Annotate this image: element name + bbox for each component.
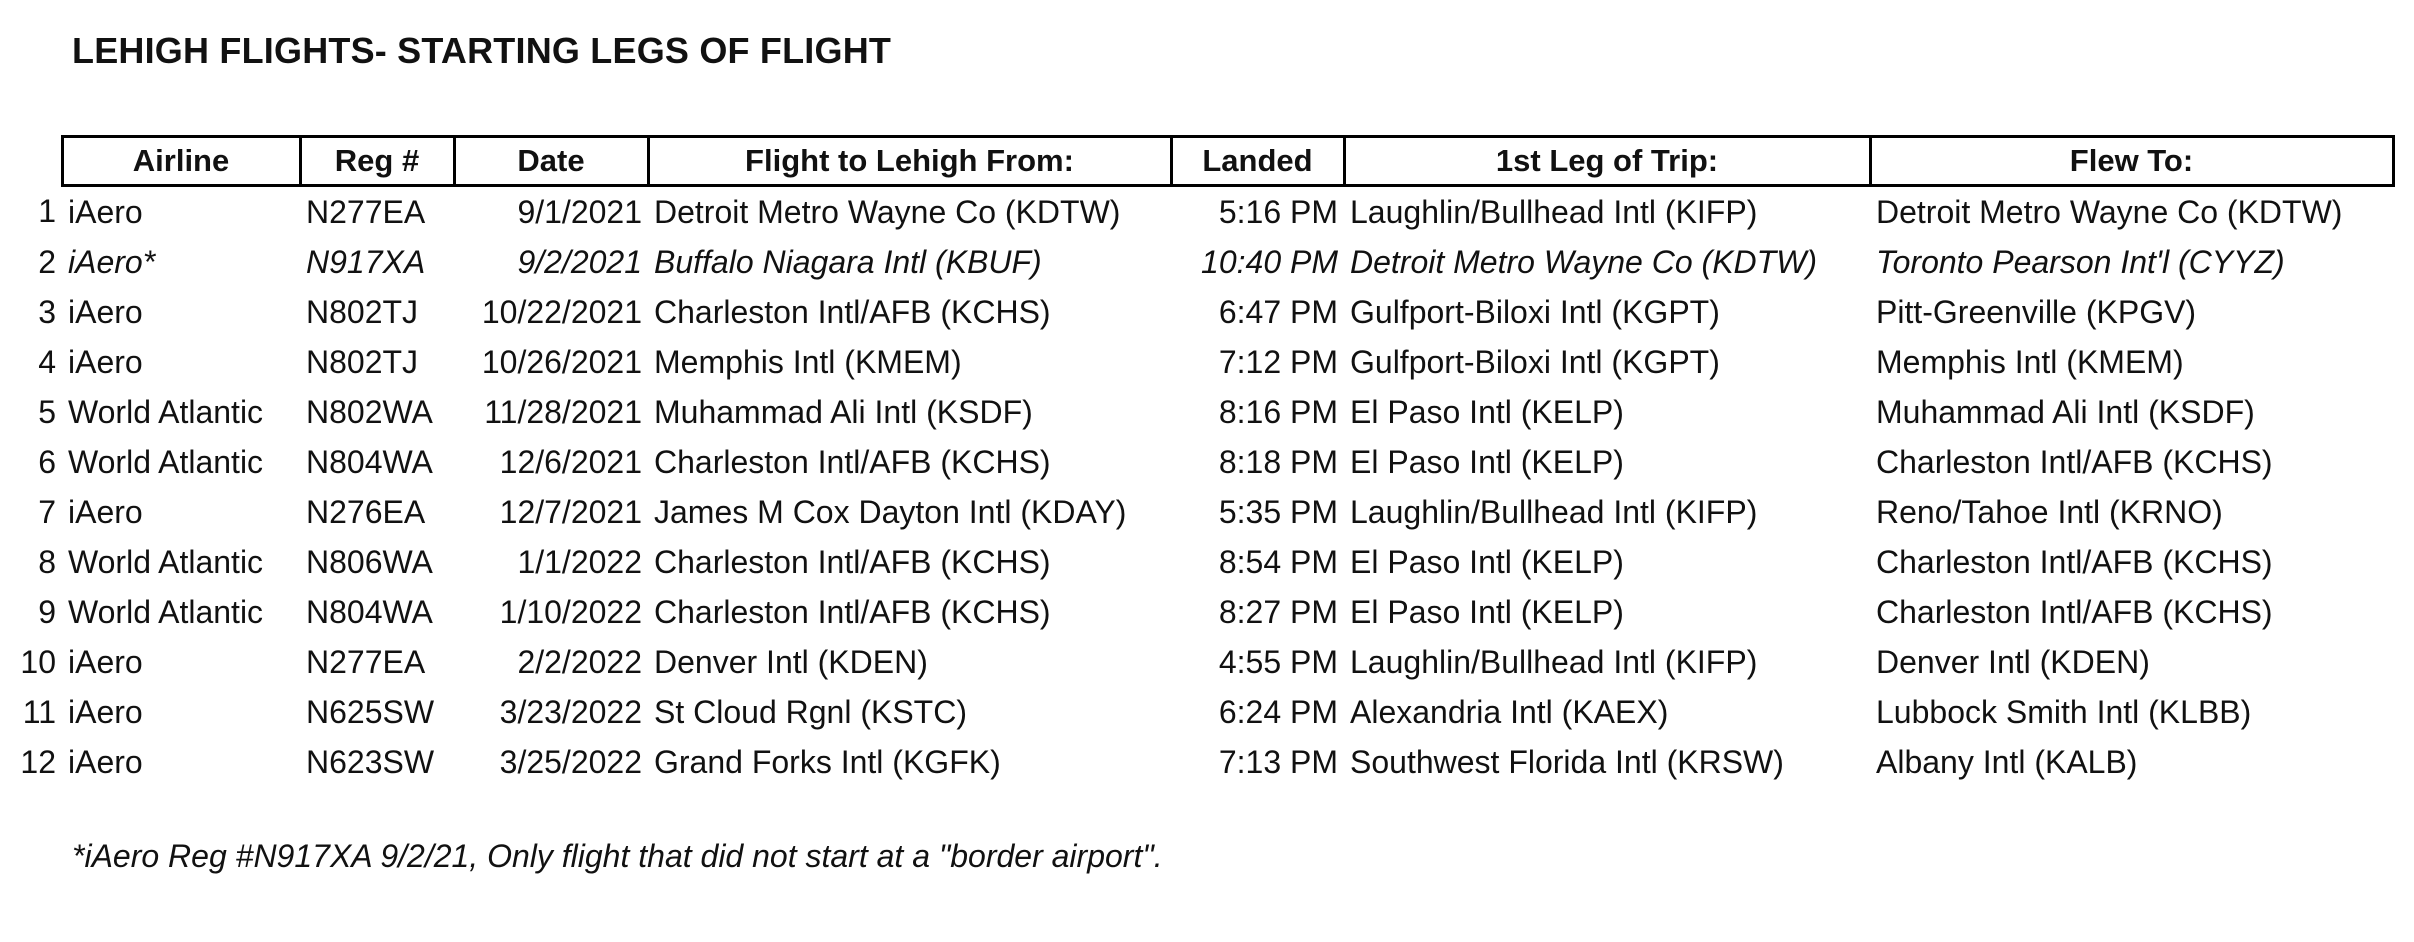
cell-airline: iAero* xyxy=(68,243,156,280)
cell-reg: N802TJ xyxy=(306,343,419,380)
cell-date: 9/2/2021 xyxy=(517,243,642,280)
cell-from: James M Cox Dayton Intl (KDAY) xyxy=(654,493,1127,530)
cell-first-leg: El Paso Intl (KELP) xyxy=(1350,443,1624,480)
row-number-header xyxy=(8,137,62,186)
cell-airline: World Atlantic xyxy=(68,443,264,480)
cell-flew-to: Charleston Intl/AFB (KCHS) xyxy=(1876,593,2273,630)
row-number: 5 xyxy=(38,393,56,430)
cell-landed: 10:40 PM xyxy=(1201,243,1338,280)
header-date: Date xyxy=(454,137,648,186)
cell-reg: N277EA xyxy=(306,643,426,680)
table-row xyxy=(8,337,2393,387)
cell-date: 2/2/2022 xyxy=(517,643,642,680)
cell-airline: iAero xyxy=(68,193,143,230)
cell-reg: N804WA xyxy=(306,593,433,630)
cell-airline: World Atlantic xyxy=(68,543,264,580)
cell-reg: N625SW xyxy=(306,693,435,730)
table-row xyxy=(8,237,2393,287)
cell-from: St Cloud Rgnl (KSTC) xyxy=(654,693,967,730)
table-row xyxy=(8,287,2393,337)
cell-airline: World Atlantic xyxy=(68,593,264,630)
cell-reg: N917XA xyxy=(306,243,426,280)
row-number: 4 xyxy=(38,343,56,380)
table-row xyxy=(8,687,2393,737)
table-row xyxy=(8,737,2393,787)
cell-landed: 5:16 PM xyxy=(1218,193,1338,230)
row-number: 10 xyxy=(20,643,56,680)
cell-first-leg: Alexandria Intl (KAEX) xyxy=(1350,693,1669,730)
cell-from: Memphis Intl (KMEM) xyxy=(654,343,962,380)
cell-first-leg: El Paso Intl (KELP) xyxy=(1350,393,1624,430)
cell-date: 1/1/2022 xyxy=(517,543,642,580)
cell-date: 11/28/2021 xyxy=(484,393,642,430)
cell-landed: 6:47 PM xyxy=(1218,293,1338,330)
cell-airline: World Atlantic xyxy=(68,393,264,430)
row-number: 12 xyxy=(20,743,56,780)
cell-first-leg: Detroit Metro Wayne Co (KDTW) xyxy=(1350,243,1818,280)
cell-from: Detroit Metro Wayne Co (KDTW) xyxy=(654,193,1121,230)
row-number: 6 xyxy=(38,443,56,480)
cell-flew-to: Toronto Pearson Int'l (CYYZ) xyxy=(1876,243,2285,280)
cell-flew-to: Detroit Metro Wayne Co (KDTW) xyxy=(1876,193,2343,230)
cell-from: Charleston Intl/AFB (KCHS) xyxy=(654,443,1051,480)
header-landed: Landed xyxy=(1171,137,1344,186)
cell-reg: N277EA xyxy=(306,193,426,230)
cell-from: Denver Intl (KDEN) xyxy=(654,643,928,680)
cell-reg: N623SW xyxy=(306,743,435,780)
cell-date: 3/23/2022 xyxy=(499,693,642,730)
cell-from: Charleston Intl/AFB (KCHS) xyxy=(654,543,1051,580)
cell-first-leg: Laughlin/Bullhead Intl (KIFP) xyxy=(1350,193,1758,230)
cell-flew-to: Memphis Intl (KMEM) xyxy=(1876,343,2184,380)
cell-flew-to: Albany Intl (KALB) xyxy=(1876,743,2138,780)
cell-reg: N276EA xyxy=(306,493,426,530)
cell-date: 9/1/2021 xyxy=(517,193,642,230)
table-row xyxy=(8,587,2393,637)
table-row xyxy=(8,637,2393,687)
cell-landed: 4:55 PM xyxy=(1218,643,1338,680)
cell-reg: N802TJ xyxy=(306,293,419,330)
cell-date: 3/25/2022 xyxy=(499,743,642,780)
cell-first-leg: El Paso Intl (KELP) xyxy=(1350,543,1624,580)
cell-date: 12/7/2021 xyxy=(499,493,642,530)
table-row xyxy=(8,186,2393,238)
cell-from: Grand Forks Intl (KGFK) xyxy=(654,743,1001,780)
table-row xyxy=(8,487,2393,537)
document-title: LEHIGH FLIGHTS- STARTING LEGS OF FLIGHT xyxy=(72,30,892,71)
cell-flew-to: Denver Intl (KDEN) xyxy=(1876,643,2150,680)
cell-airline: iAero xyxy=(68,643,143,680)
cell-landed: 8:16 PM xyxy=(1218,393,1338,430)
cell-flew-to: Charleston Intl/AFB (KCHS) xyxy=(1876,543,2273,580)
row-number: 1 xyxy=(38,192,56,229)
cell-from: Muhammad Ali Intl (KSDF) xyxy=(654,393,1033,430)
header-first-leg: 1st Leg of Trip: xyxy=(1344,137,1870,186)
cell-landed: 8:27 PM xyxy=(1218,593,1338,630)
table-row xyxy=(8,387,2393,437)
table-row xyxy=(8,537,2393,587)
header-airline: Airline xyxy=(62,137,300,186)
row-number: 11 xyxy=(22,693,56,730)
cell-airline: iAero xyxy=(68,293,143,330)
cell-first-leg: Southwest Florida Intl (KRSW) xyxy=(1350,743,1784,780)
cell-date: 12/6/2021 xyxy=(499,443,642,480)
row-number: 3 xyxy=(38,293,56,330)
cell-landed: 6:24 PM xyxy=(1218,693,1338,730)
cell-first-leg: Laughlin/Bullhead Intl (KIFP) xyxy=(1350,493,1758,530)
cell-reg: N802WA xyxy=(306,393,433,430)
cell-flew-to: Pitt-Greenville (KPGV) xyxy=(1876,293,2197,330)
row-number: 7 xyxy=(38,493,56,530)
row-number: 9 xyxy=(38,593,56,630)
cell-first-leg: Gulfport-Biloxi Intl (KGPT) xyxy=(1350,343,1720,380)
cell-from: Buffalo Niagara Intl (KBUF) xyxy=(654,243,1042,280)
header-flew-to: Flew To: xyxy=(1870,137,2393,186)
cell-airline: iAero xyxy=(68,343,143,380)
cell-flew-to: Reno/Tahoe Intl (KRNO) xyxy=(1876,493,2223,530)
cell-reg: N804WA xyxy=(306,443,433,480)
footnote: *iAero Reg #N917XA 9/2/21, Only flight that did not start at a "border airport". xyxy=(72,838,1163,874)
cell-airline: iAero xyxy=(68,493,143,530)
cell-landed: 5:35 PM xyxy=(1218,493,1338,530)
cell-reg: N806WA xyxy=(306,543,433,580)
cell-from: Charleston Intl/AFB (KCHS) xyxy=(654,593,1051,630)
header-reg: Reg # xyxy=(300,137,454,186)
cell-landed: 7:12 PM xyxy=(1218,343,1338,380)
cell-flew-to: Muhammad Ali Intl (KSDF) xyxy=(1876,393,2255,430)
row-number: 8 xyxy=(38,543,56,580)
table-row xyxy=(8,437,2393,487)
cell-landed: 8:18 PM xyxy=(1218,443,1338,480)
cell-flew-to: Charleston Intl/AFB (KCHS) xyxy=(1876,443,2273,480)
cell-from: Charleston Intl/AFB (KCHS) xyxy=(654,293,1051,330)
cell-first-leg: Laughlin/Bullhead Intl (KIFP) xyxy=(1350,643,1758,680)
table-header-row xyxy=(8,137,2393,186)
cell-airline: iAero xyxy=(68,693,143,730)
cell-first-leg: El Paso Intl (KELP) xyxy=(1350,593,1624,630)
cell-landed: 8:54 PM xyxy=(1218,543,1338,580)
row-number: 2 xyxy=(38,243,56,280)
cell-date: 1/10/2022 xyxy=(499,593,642,630)
cell-date: 10/22/2021 xyxy=(481,293,642,330)
cell-date: 10/26/2021 xyxy=(481,343,642,380)
cell-first-leg: Gulfport-Biloxi Intl (KGPT) xyxy=(1350,293,1720,330)
header-from: Flight to Lehigh From: xyxy=(648,137,1171,186)
cell-airline: iAero xyxy=(68,743,143,780)
flights-table xyxy=(8,135,2395,787)
cell-flew-to: Lubbock Smith Intl (KLBB) xyxy=(1876,693,2252,730)
cell-landed: 7:13 PM xyxy=(1218,743,1338,780)
